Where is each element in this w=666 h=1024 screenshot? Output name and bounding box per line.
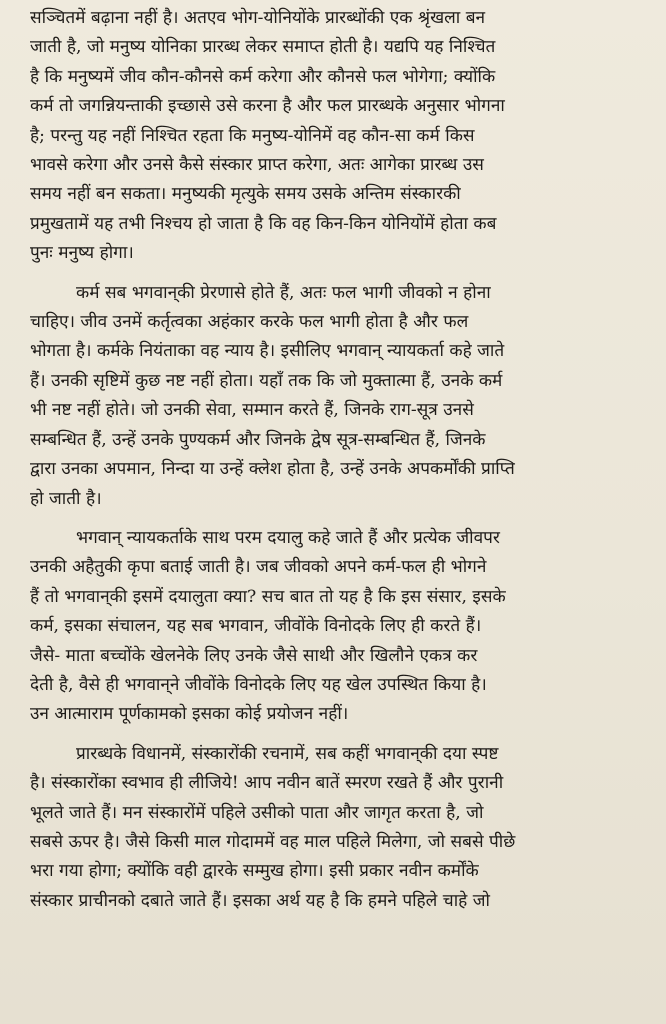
paragraph-gap [30, 269, 645, 279]
text-line: उनकी अहैतुकी कृपा बताई जाती है। जब जीवको अपने कर्म-फल ही भोगने [30, 557, 487, 578]
text-line: भोगता है। कर्मके नियंताका वह न्याय है। इसीलिए भगवान् न्यायकर्ता कहे जाते [30, 341, 505, 362]
text-line: प्रारब्धके विधानमें, संस्कारोंकी रचनामें, सब कहीं भगवान्‌की दया स्पष्ट [76, 743, 499, 764]
text-line: सञ्चितमें बढ़ाना नहीं है। अतएव भोग-योनियोंके प्रारब्धोंकी एक श्रृंखला बन [30, 8, 486, 28]
text-line: भरा गया होगा; क्योंकि वही द्वारके सम्मुख होगा। इसी प्रकार नवीन कर्मोंके [30, 861, 479, 882]
text-line: उन आत्माराम पूर्णकामको इसका कोई प्रयोजन नहीं। [30, 704, 349, 725]
text-line: है। संस्कारोंका स्वभाव ही लीजिये! आप नवीन बातें स्मरण रखते हैं और पुरानी [30, 773, 504, 794]
paragraph-1 [30, 4, 645, 269]
text-line: पुनः मनुष्य होगा। [30, 243, 134, 264]
paragraph-gap [30, 730, 645, 740]
text-line: देती है, वैसे ही भगवान्‌ने जीवोंके विनोदके लिए यह खेल उपस्थित किया है। [30, 674, 487, 695]
text-line: संस्कार प्राचीनको दबाते जाते हैं। इसका अर्थ यह है कि हमने पहिले चाहे जो [30, 890, 490, 911]
text-line: द्वारा उनका अपमान, निन्दा या उन्हें क्लेश होता है, उन्हें उनके अपकर्मोंकी प्राप्ति [30, 459, 515, 480]
text-line: कर्म सब भगवान्‌की प्रेरणासे होते हैं, अतः फल भागी जीवको न होना [76, 282, 491, 303]
text-line: भावसे करेगा और उनसे कैसे संस्कार प्राप्त करेगा, अतः आगेका प्रारब्ध उस [30, 155, 484, 176]
text-line: कर्म तो जगन्नियन्ताकी इच्छासे उसे करना है और फल प्रारब्धके अनुसार भोगना [30, 96, 505, 117]
paragraph-4 [30, 740, 645, 916]
text-line: है कि मनुष्यमें जीव कौन-कौनसे कर्म करेगा और कौनसे फल भोगेगा; क्योंकि [30, 66, 496, 87]
paragraph-2 [30, 279, 645, 514]
text-line: भूलते जाते हैं। मन संस्कारोंमें पहिले उसीको पाता और जागृत करता है, जो [30, 802, 484, 823]
text-line: हैं तो भगवान्‌की इसमें दयालुता क्या? सच बात तो यह है कि इस संसार, इसके [30, 586, 506, 607]
paragraph-gap [30, 514, 645, 524]
text-line: सम्बन्धित हैं, उन्हें उनके पुण्यकर्म और जिनके द्वेष सूत्र-सम्बन्धित हैं, जिनके [30, 429, 486, 450]
text-line: चाहिए। जीव उनमें कर्तृत्वका अहंकार करके फल भागी होता है और फल [30, 312, 469, 333]
text-line: भी नष्ट नहीं होते। जो उनकी सेवा, सम्मान करते हैं, जिनके राग-सूत्र उनसे [30, 400, 474, 421]
text-line: समय नहीं बन सकता। मनुष्यकी मृत्युके समय उसके अन्तिम संस्कारकी [30, 184, 461, 205]
text-line: हो जाती है। [30, 488, 102, 509]
page-text [30, 4, 645, 916]
text-line: कर्म, इसका संचालन, यह सब भगवान, जीवोंके विनोदके लिए ही करते हैं। [30, 616, 482, 637]
text-line: सबसे ऊपर है। जैसे किसी माल गोदाममें वह माल पहिले मिलेगा, जो सबसे पीछे [30, 831, 516, 852]
text-line: जाती है, जो मनुष्य योनिका प्रारब्ध लेकर समाप्त होती है। यद्यपि यह निश्चित [30, 37, 496, 58]
paragraph-3 [30, 524, 645, 730]
text-line: हैं। उनकी सृष्टिमें कुछ नष्ट नहीं होता। यहाँ तक कि जो मुक्तात्मा हैं, उनके कर्म [30, 370, 503, 391]
text-line: भगवान् न्यायकर्ताके साथ परम दयालु कहे जाते हैं और प्रत्येक जीवपर [76, 527, 500, 548]
text-line: प्रमुखतामें यह तभी निश्चय हो जाता है कि वह किन-किन योनियोंमें होता कब [30, 213, 497, 234]
text-line: जैसे- माता बच्चोंके खेलनेके लिए उनके जैसे साथी और खिलौने एकत्र कर [30, 645, 478, 666]
text-line: है; परन्तु यह नहीं निश्चित रहता कि मनुष्य-योनिमें वह कौन-सा कर्म किस [30, 125, 475, 146]
